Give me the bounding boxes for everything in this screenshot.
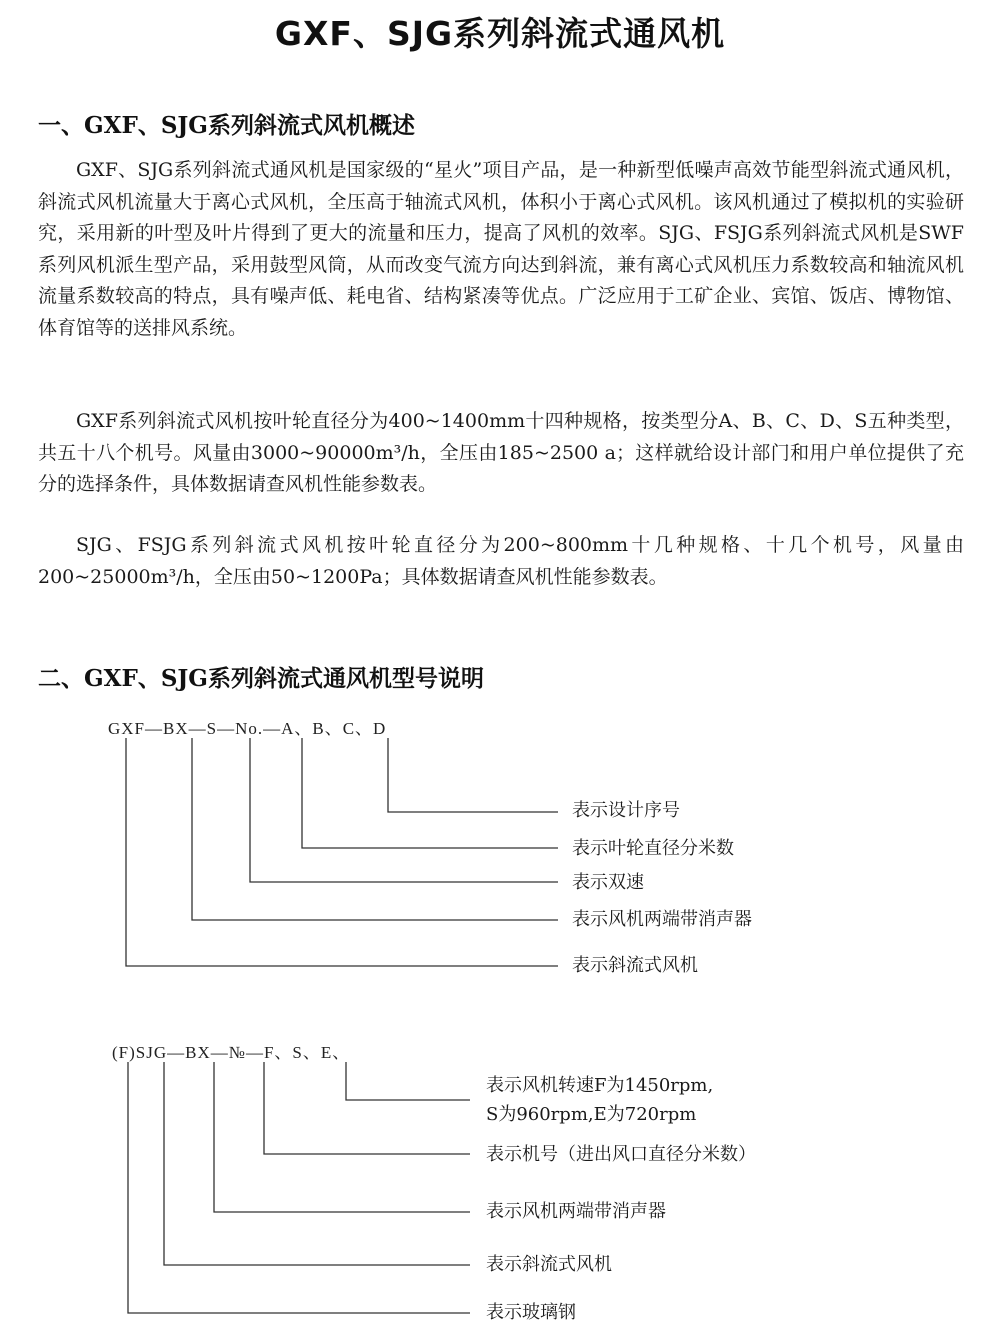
connector-design-serial bbox=[388, 738, 558, 812]
legend-silencer-2: 表示风机两端带消声器 bbox=[486, 1201, 666, 1222]
legend-machine-number: 表示机号（进出风口直径分米数） bbox=[486, 1144, 756, 1165]
legend-silencer-1: 表示风机两端带消声器 bbox=[572, 909, 752, 930]
overview-paragraph-2: GXF系列斜流式风机按叶轮直径分为400~1400mm十四种规格，按类型分A、B、C、D、S五种类型，共五十八个机号。风量由3000~90000m³/h，全压由185~2500 a；这样就给设计部门和用户单位提供了充分的选择条件，具体数据请查风机性能参数表。 bbox=[38, 410, 964, 495]
legend-mixed-flow-1: 表示斜流式风机 bbox=[572, 955, 698, 976]
connector-silencer-1 bbox=[192, 738, 558, 920]
model-code-sjg: (F)SJG—BX—№—F、S、E、 bbox=[112, 1043, 351, 1062]
section-heading-overview: 一、GXF、SJG系列斜流式风机概述 bbox=[38, 112, 415, 139]
legend-design-serial: 表示设计序号 bbox=[572, 800, 680, 821]
connector-mixed-flow-2 bbox=[164, 1062, 470, 1265]
legend-impeller-diameter: 表示叶轮直径分米数 bbox=[572, 838, 734, 859]
legend-dual-speed: 表示双速 bbox=[572, 872, 644, 893]
overview-paragraph-1: GXF、SJG系列斜流式通风机是国家级的“星火”项目产品，是一种新型低噪声高效节能型斜流式通风机，斜流式风机流量大于离心式风机，全压高于轴流式风机，体积小于离心式风机。该风机通过了模拟机的实验研究，采用新的叶型及叶片得到了更大的流量和压力，提高了风机的效率。SJG、FSJG系列斜流式风机是SWF系列风机派生型产品，采用鼓型风筒，从而改变气流方向达到斜流，兼有离心式风机压力系数较高和轴流风机流量系数较高的特点，具有噪声低、耗电省、结构紧凑等优点。广泛应用于工矿企业、宾馆、饭店、博物馆、体育馆等的送排风系统。 bbox=[38, 159, 964, 339]
overview-paragraph-3: SJG、FSJG系列斜流式风机按叶轮直径分为200~800mm十几种规格、十几个机号，风量由200~25000m³/h，全压由50~1200Pa；具体数据请查风机性能参数表。 bbox=[38, 534, 964, 588]
legend-speed-line-1: 表示风机转速F为1450rpm, bbox=[486, 1075, 714, 1096]
connector-speed bbox=[346, 1062, 470, 1100]
legend-mixed-flow-2: 表示斜流式风机 bbox=[486, 1254, 612, 1275]
section-heading-model-description: 二、GXF、SJG系列斜流式通风机型号说明 bbox=[38, 665, 484, 692]
legend-fiberglass: 表示玻璃钢 bbox=[486, 1302, 576, 1323]
connector-mixed-flow-1 bbox=[126, 738, 558, 966]
connector-machine-number bbox=[264, 1062, 470, 1154]
connector-dual-speed bbox=[250, 738, 558, 882]
page-title: GXF、SJG系列斜流式通风机 bbox=[274, 14, 726, 53]
connector-silencer-2 bbox=[214, 1062, 470, 1212]
connector-impeller-diameter bbox=[302, 738, 558, 848]
legend-speed-line-2: S为960rpm,E为720rpm bbox=[486, 1104, 697, 1125]
model-code-gxf: GXF—BX—S—No.—A、B、C、D bbox=[108, 719, 387, 738]
